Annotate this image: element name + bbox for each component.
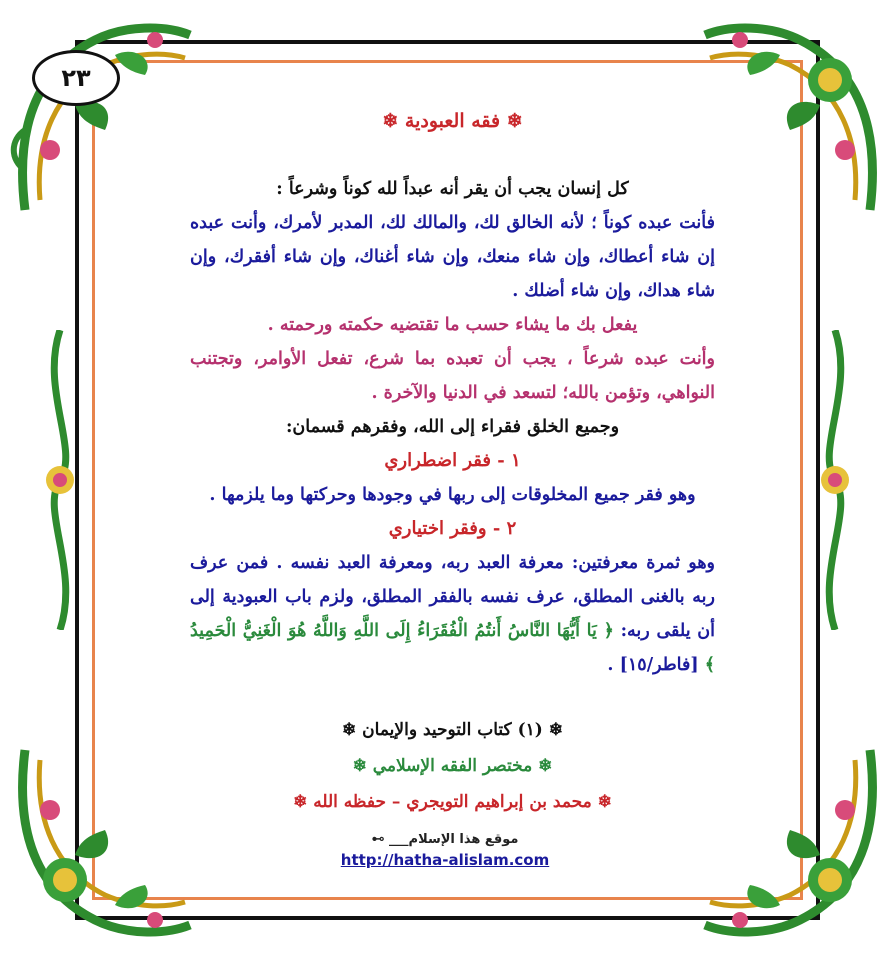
intro-line: كل إنسان يجب أن يقر أنه عبداً لله كوناً وشرعاً :	[276, 179, 629, 199]
floral-side-ornament-icon	[30, 330, 90, 630]
page-number: ٢٣	[32, 50, 120, 106]
heading-faqr-ikhtiyari: ٢ - وفقر اختياري	[388, 518, 517, 539]
heading-faqr-idtirari: ١ - فقر اضطراري	[384, 450, 521, 471]
site-link[interactable]: http://hatha-alislam.com	[340, 851, 550, 869]
quran-verse: ﴿ يَا أَيُّهَا النَّاسُ أَنتُمُ الْفُقَرَاءُ إِلَى اللَّهِ وَاللَّهُ هُوَ الْغَنِيُّ الْحَمِيدُ ﴾	[190, 621, 715, 675]
page-title: ❄ فقه العبودية ❄	[382, 110, 523, 132]
floral-corner-ornament-icon	[700, 740, 890, 950]
floral-corner-ornament-icon	[5, 740, 195, 950]
site-label: موقع هذا الإسلام___ ⊶	[371, 832, 519, 847]
paragraph-faqr-intro: وجميع الخلق فقراء إلى الله، وفقرهم قسمان:	[285, 417, 620, 437]
series-title: ❄ مختصر الفقه الإسلامي ❄	[352, 756, 553, 776]
paragraph-text: وهو ثمرة معرفتين: معرفة العبد ربه، ومعرفة العبد نفسه . فمن عرف ربه بالغنى المطلق، عرف نفسه بالفقر المطلق، ولزم باب العبودية إلى أن يلقى ربه:	[190, 553, 716, 641]
book-footer	[190, 712, 715, 820]
paragraph-faqr-ikhtiyari	[190, 546, 715, 682]
page-content	[190, 110, 715, 820]
paragraph-kawn: فأنت عبده كوناً ؛ لأنه الخالق لك، والمالك لك، المدبر لأمرك، وأنت عبده إن شاء أعطاك، وإن شاء منعك، وإن شاء أغناك، وإن شاء أفقرك، وإن شاء هداك، وإن شاء أضلك .	[190, 213, 715, 301]
floral-corner-ornament-icon	[700, 10, 890, 220]
book-title: ❄ (١) كتاب التوحيد والإيمان ❄	[342, 720, 563, 740]
author-name: ❄ محمد بن إبراهيم التويجري – حفظه الله ❄	[293, 792, 612, 812]
paragraph-shar: وأنت عبده شرعاً ، يجب أن تعبده بما شرع، تفعل الأوامر، وتجتنب النواهي، وتؤمن بالله؛ لتسعد في الدنيا والآخرة .	[190, 349, 715, 403]
floral-side-ornament-icon	[805, 330, 865, 630]
paragraph-hikma: يفعل بك ما يشاء حسب ما تقتضيه حكمته ورحمته .	[267, 315, 638, 335]
floral-corner-ornament-icon	[5, 10, 195, 220]
site-credit	[300, 832, 590, 869]
paragraph-faqr-idtirari: وهو فقر جميع المخلوقات إلى ربها في وجودها وحركتها وما يلزمها .	[209, 485, 696, 505]
verse-reference: [فاطر/١٥] .	[607, 655, 699, 675]
